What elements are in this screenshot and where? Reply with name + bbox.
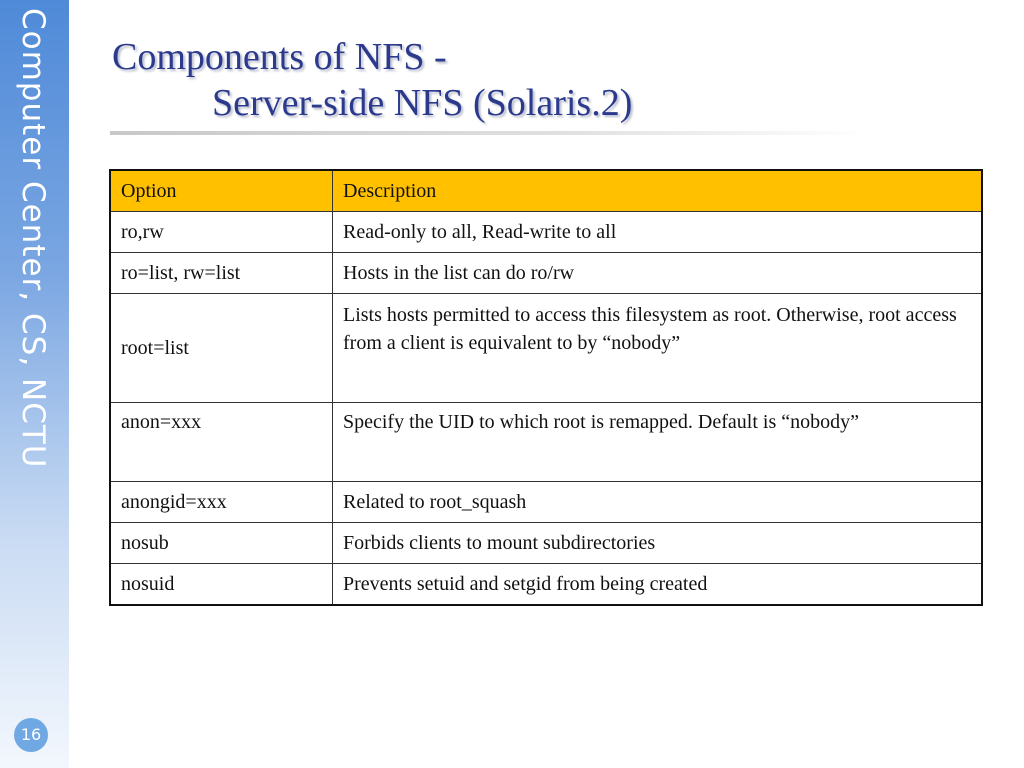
description-cell: Forbids clients to mount subdirectories xyxy=(333,523,983,564)
header-description: Description xyxy=(333,170,983,212)
option-cell: ro=list, rw=list xyxy=(110,253,333,294)
header-option: Option xyxy=(110,170,333,212)
description-cell: Hosts in the list can do ro/rw xyxy=(333,253,983,294)
description-cell: Specify the UID to which root is remapped. Default is “nobody” xyxy=(333,403,983,482)
option-cell: anongid=xxx xyxy=(110,482,333,523)
option-cell: ro,rw xyxy=(110,212,333,253)
table-row xyxy=(110,212,982,253)
description-cell: Related to root_squash xyxy=(333,482,983,523)
description-cell: Prevents setuid and setgid from being created xyxy=(333,564,983,606)
sidebar-label: Computer Center, CS, NCTU xyxy=(15,8,51,469)
table-row xyxy=(110,403,982,482)
sidebar xyxy=(0,0,69,768)
slide-title-line2: Server-side NFS (Solaris.2) xyxy=(212,82,633,124)
page-number-badge: 16 xyxy=(14,718,48,752)
options-table xyxy=(109,169,983,606)
option-cell: root=list xyxy=(110,294,333,403)
slide-title-line1: Components of NFS - xyxy=(112,36,447,78)
table-row xyxy=(110,294,982,403)
table-row xyxy=(110,253,982,294)
table-row xyxy=(110,482,982,523)
option-cell: nosuid xyxy=(110,564,333,606)
description-cell: Lists hosts permitted to access this filesystem as root. Otherwise, root access from a client is equivalent to by “nobody” xyxy=(333,294,983,403)
option-cell: nosub xyxy=(110,523,333,564)
description-cell: Read-only to all, Read-write to all xyxy=(333,212,983,253)
table-row xyxy=(110,564,982,606)
slide-title xyxy=(112,34,632,126)
title-divider xyxy=(110,131,870,135)
table-header-row xyxy=(110,170,982,212)
option-cell: anon=xxx xyxy=(110,403,333,482)
table-row xyxy=(110,523,982,564)
